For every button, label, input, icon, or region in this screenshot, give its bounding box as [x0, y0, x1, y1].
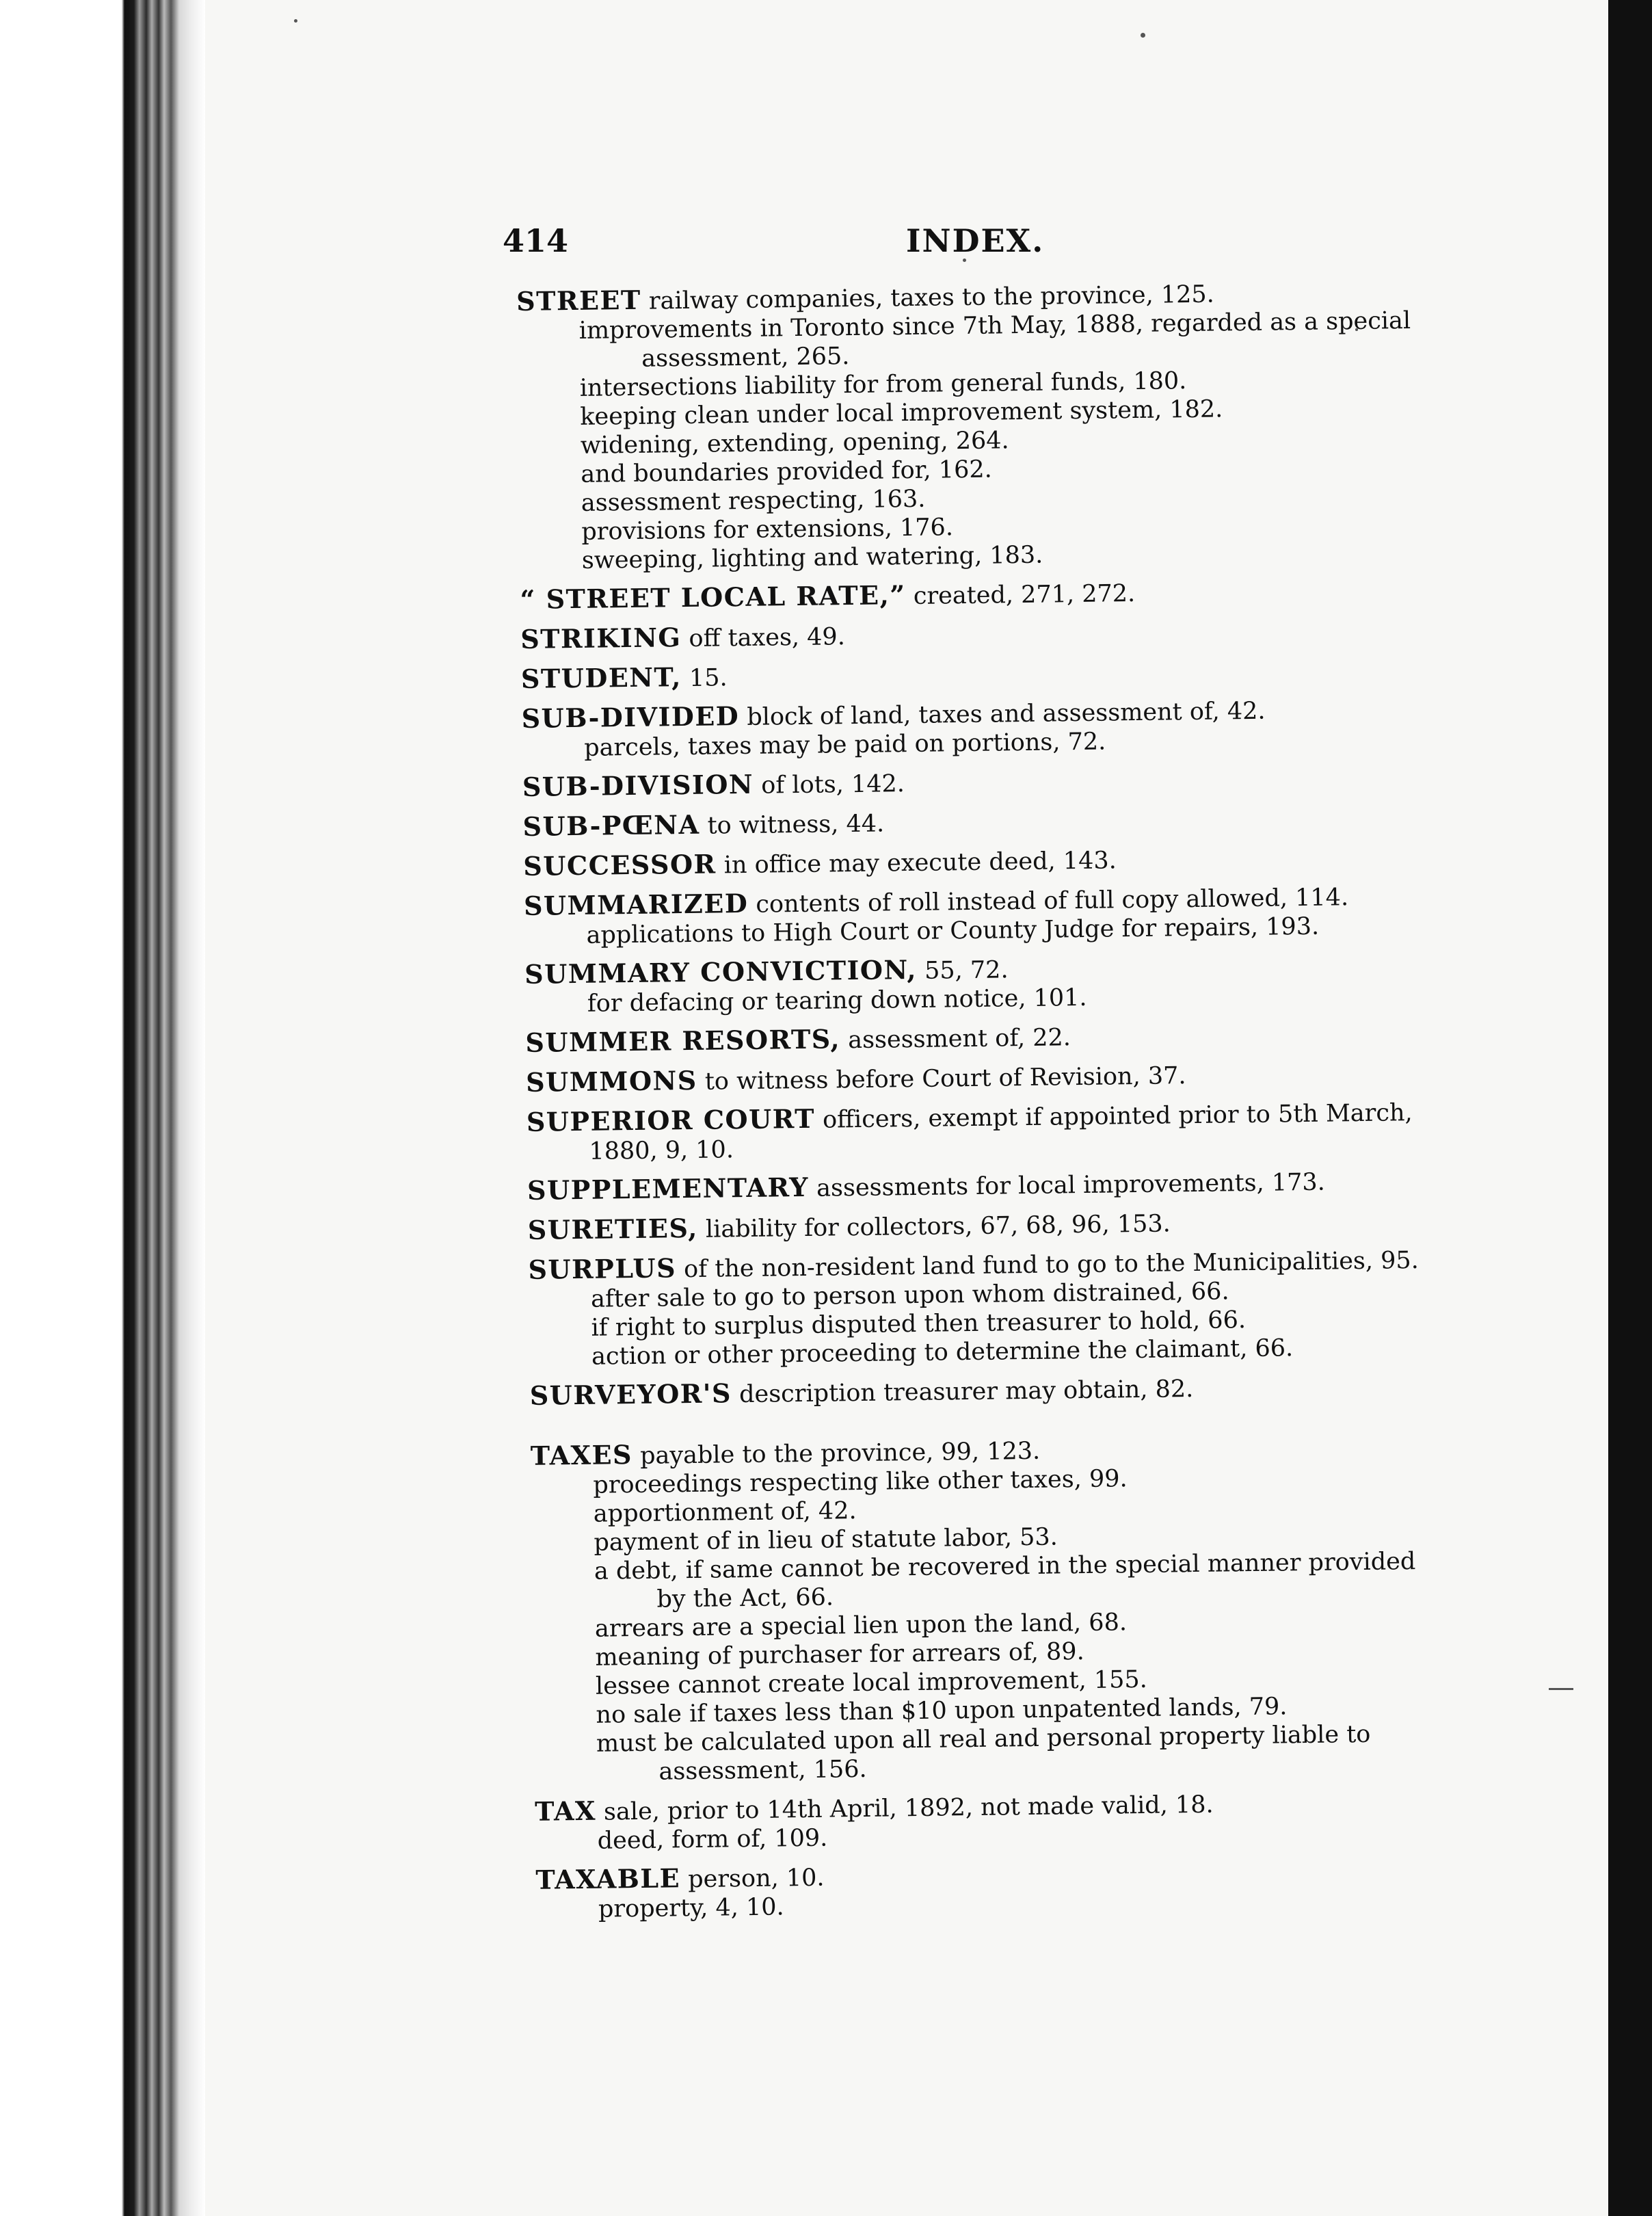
index-subentry: meaning of purchaser for arrears of, 89.	[595, 1638, 1084, 1672]
index-heading: SUCCESSOR	[523, 848, 717, 882]
index-entry	[535, 1786, 1455, 1856]
index-subentry: provisions for extensions, 176.	[581, 514, 954, 546]
index-heading: SURPLUS	[528, 1252, 677, 1285]
index-subentry: proceedings respecting like other taxes, 99.	[593, 1465, 1128, 1499]
scan-mark	[1549, 1688, 1573, 1690]
index-text: officers, exempt if appointed prior to 5th March, 1880, 9, 10.	[589, 1099, 1413, 1165]
index-entry	[524, 881, 1444, 951]
index-heading: SURVEYOR'S	[529, 1377, 732, 1411]
index-text: off taxes, 49.	[681, 623, 846, 653]
index-text: created, 271, 272.	[905, 579, 1136, 611]
index-subentry: if right to surplus disputed then treasurer to hold, 66.	[591, 1306, 1247, 1342]
index-subentry: property, 4, 10.	[598, 1893, 784, 1923]
index-text: assessments for local improvements, 173.	[808, 1168, 1326, 1202]
index-text: of lots, 142.	[753, 770, 905, 800]
index-text: block of land, taxes and assessment of, 42.	[739, 697, 1266, 732]
index-entry	[527, 1165, 1447, 1206]
index-entry	[523, 841, 1443, 882]
index-subentry: a debt, if same cannot be recovered in the special manner provided by the Act, 66.	[594, 1548, 1416, 1613]
page-number: 414	[503, 222, 569, 259]
scan-speck	[1141, 33, 1145, 38]
index-text: sale, prior to 14th April, 1892, not made valid, 18.	[596, 1791, 1214, 1826]
index-subentry: payment of in lieu of statute labor, 53.	[594, 1523, 1058, 1557]
index-subentry: parcels, taxes may be paid on portions, 72.	[583, 728, 1106, 762]
index-heading: “ STREET LOCAL RATE,”	[520, 579, 906, 615]
index-subentry: intersections liability for from general funds, 180.	[579, 367, 1187, 402]
index-entry	[525, 1017, 1445, 1058]
index-text: contents of roll instead of full copy allowed, 114.	[748, 884, 1349, 919]
index-entry	[522, 802, 1442, 843]
index-heading: SUMMER RESORTS,	[525, 1023, 841, 1058]
index-subentry: action or other proceeding to determine the claimant, 66.	[591, 1334, 1294, 1371]
index-heading: SURETIES,	[527, 1212, 699, 1245]
scan-right-margin	[1608, 0, 1652, 2216]
index-subentry: lessee cannot create local improvement, 155.	[595, 1665, 1148, 1700]
index-subentry: improvements in Toronto since 7th May, 1888, regarded as a special assessment, 265.	[578, 307, 1411, 373]
index-entry	[516, 276, 1439, 576]
index-text: in office may execute deed, 143.	[716, 847, 1117, 880]
index-heading: STUDENT,	[520, 661, 682, 694]
index-heading: SUMMONS	[525, 1064, 697, 1098]
index-text: person, 10.	[680, 1864, 825, 1894]
index-subentry: must be calculated upon all real and personal property liable to assessment, 156.	[596, 1720, 1371, 1786]
index-text: description treasurer may obtain, 82.	[731, 1375, 1194, 1409]
index-entry	[531, 1430, 1454, 1787]
index-text: railway companies, taxes to the province, 125.	[641, 280, 1214, 315]
index-heading: TAXABLE	[535, 1862, 681, 1895]
index-heading: SUPPLEMENTARY	[527, 1171, 810, 1206]
index-heading: SUB-PŒNA	[522, 808, 700, 842]
index-subentry: applications to High Court or County Judge for repairs, 193.	[586, 912, 1320, 949]
index-entry	[535, 1854, 1456, 1924]
index-text: assessment of, 22.	[840, 1024, 1071, 1055]
index-text: payable to the province, 99, 123.	[632, 1437, 1041, 1470]
page-title: INDEX.	[906, 222, 1045, 259]
index-entry	[521, 694, 1441, 763]
index-subentry: sweeping, lighting and watering, 183.	[581, 541, 1043, 575]
index-heading: SUPERIOR COURT	[526, 1103, 816, 1137]
index-entry	[526, 1057, 1446, 1098]
scan-speck	[294, 19, 297, 23]
index-text: of the non-resident land fund to go to the Municipalities, 95.	[676, 1246, 1420, 1284]
index-entry	[524, 949, 1445, 1018]
index-list	[516, 276, 1456, 1934]
index-heading: TAX	[534, 1795, 597, 1827]
index-subentry: keeping clean under local improvement system, 182.	[580, 395, 1223, 431]
index-heading: STRIKING	[520, 622, 682, 655]
index-subentry: widening, extending, opening, 264.	[580, 427, 1009, 460]
index-entry	[521, 654, 1441, 695]
index-text: to witness before Court of Revision, 37.	[697, 1062, 1186, 1096]
index-entry	[528, 1204, 1448, 1245]
index-subentry: no sale if taxes less than $10 upon unpatented lands, 79.	[596, 1693, 1288, 1729]
index-entry	[522, 762, 1442, 803]
index-text: liability for collectors, 67, 68, 96, 153.	[697, 1210, 1171, 1243]
book-spine-edge	[0, 0, 205, 2216]
index-heading: SUB-DIVISION	[522, 768, 754, 802]
index-text: 15.	[681, 664, 728, 693]
index-subentry: for defacing or tearing down notice, 101.	[587, 984, 1087, 1018]
index-subentry: and boundaries provided for, 162.	[581, 456, 992, 488]
index-heading: SUMMARY CONVICTION,	[524, 953, 918, 990]
index-text: to witness, 44.	[700, 810, 885, 840]
index-subentry: arrears are a special lien upon the land, 68.	[594, 1609, 1128, 1643]
index-subentry: assessment respecting, 163.	[581, 485, 926, 517]
index-heading: SUB-DIVIDED	[521, 700, 740, 734]
index-subentry: deed, form of, 109.	[597, 1824, 828, 1855]
index-entry	[520, 575, 1439, 616]
index-entry	[528, 1244, 1449, 1371]
index-heading: STREET	[516, 284, 642, 317]
index-entry	[527, 1096, 1447, 1166]
index-subentry: apportionment of, 42.	[593, 1497, 857, 1528]
index-heading: SUMMARIZED	[523, 887, 749, 921]
index-entry	[530, 1370, 1450, 1411]
index-subentry: after sale to go to person upon whom distrained, 66.	[590, 1278, 1229, 1313]
index-entry	[520, 614, 1440, 655]
index-heading: TAXES	[530, 1439, 633, 1471]
index-text: 55, 72.	[916, 956, 1009, 985]
